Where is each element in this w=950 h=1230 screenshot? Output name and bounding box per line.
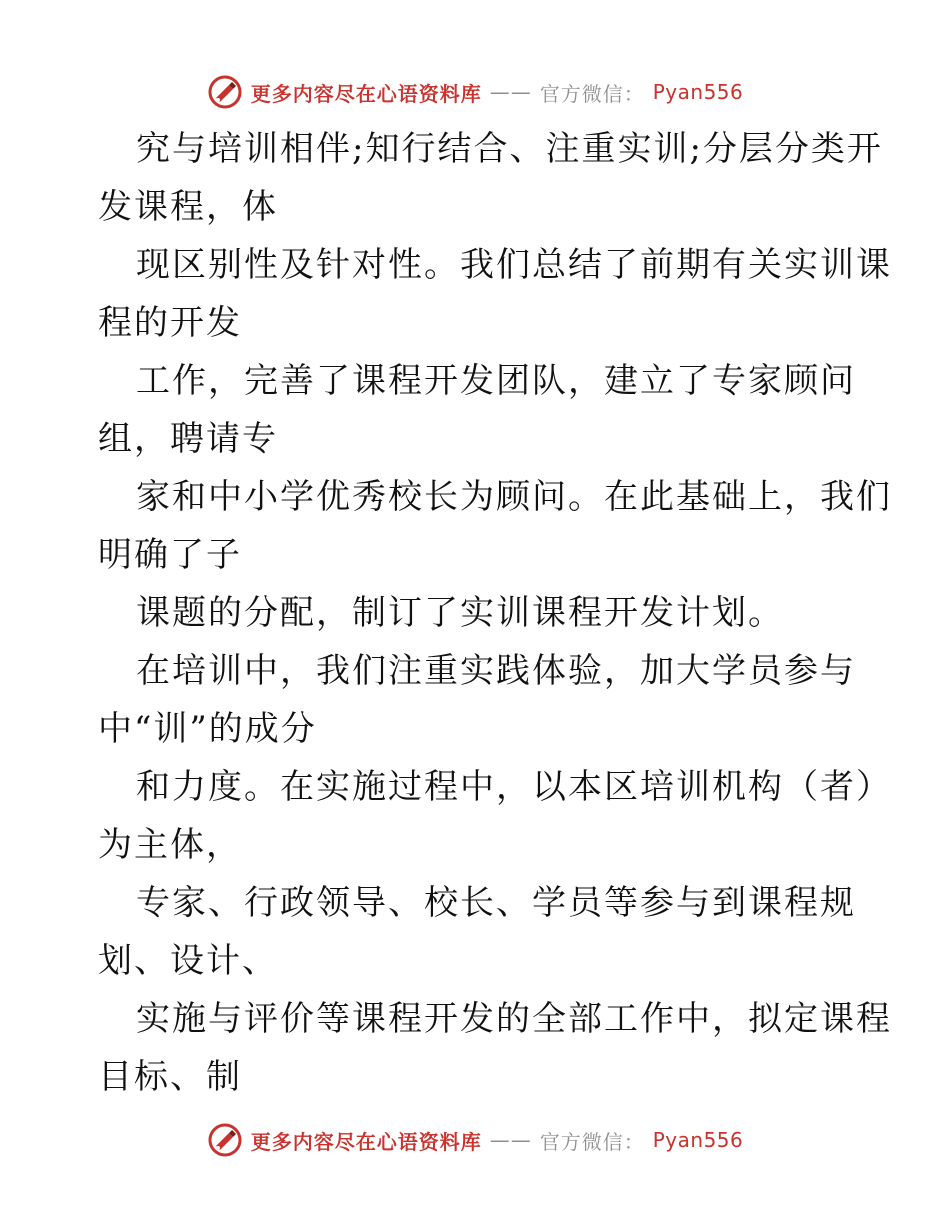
text-line: 划、设计、 bbox=[98, 941, 278, 981]
banner-dash: —— bbox=[489, 80, 532, 104]
text-line: 实施与评价等课程开发的全部工作中，拟定课程 bbox=[136, 999, 892, 1039]
banner-official-label: 官方微信： bbox=[539, 81, 645, 106]
text-line: 目标、制 bbox=[98, 1057, 242, 1097]
text-line: 为主体， bbox=[98, 825, 242, 865]
banner-brand-text: 更多内容尽在心语资料库 bbox=[250, 1129, 482, 1154]
banner-official-label: 官方微信： bbox=[539, 1129, 645, 1154]
footer-watermark-banner bbox=[0, 1118, 950, 1162]
text-line: 中“训”的成分 bbox=[98, 709, 317, 749]
text-line: 发课程，体 bbox=[98, 187, 278, 227]
text-line: 专家、行政领导、校长、学员等参与到课程规 bbox=[136, 883, 856, 923]
banner-wechat-handle: Pyan556 bbox=[652, 80, 744, 104]
pen-in-circle-icon bbox=[207, 74, 243, 110]
text-line: 程的开发 bbox=[98, 303, 242, 343]
text-line: 现区别性及针对性。我们总结了前期有关实训课 bbox=[136, 245, 892, 285]
banner-brand-text: 更多内容尽在心语资料库 bbox=[250, 81, 482, 106]
text-line: 明确了子 bbox=[98, 535, 242, 575]
text-line: 家和中小学优秀校长为顾问。在此基础上，我们 bbox=[136, 477, 892, 517]
text-line: 在培训中，我们注重实践体验，加大学员参与 bbox=[136, 651, 856, 691]
text-line: 组，聘请专 bbox=[98, 419, 278, 459]
banner-dash: —— bbox=[489, 1128, 532, 1152]
document-body bbox=[98, 120, 892, 1106]
pen-in-circle-icon bbox=[207, 1122, 243, 1158]
text-line: 课题的分配，制订了实训课程开发计划。 bbox=[136, 593, 784, 633]
banner-wechat-handle: Pyan556 bbox=[652, 1128, 744, 1152]
text-line: 和力度。在实施过程中，以本区培训机构（者） bbox=[136, 767, 892, 807]
text-line: 究与培训相伴;知行结合、注重实训;分层分类开 bbox=[136, 129, 883, 169]
text-line: 工作，完善了课程开发团队，建立了专家顾问 bbox=[136, 361, 856, 401]
header-watermark-banner bbox=[0, 70, 950, 114]
